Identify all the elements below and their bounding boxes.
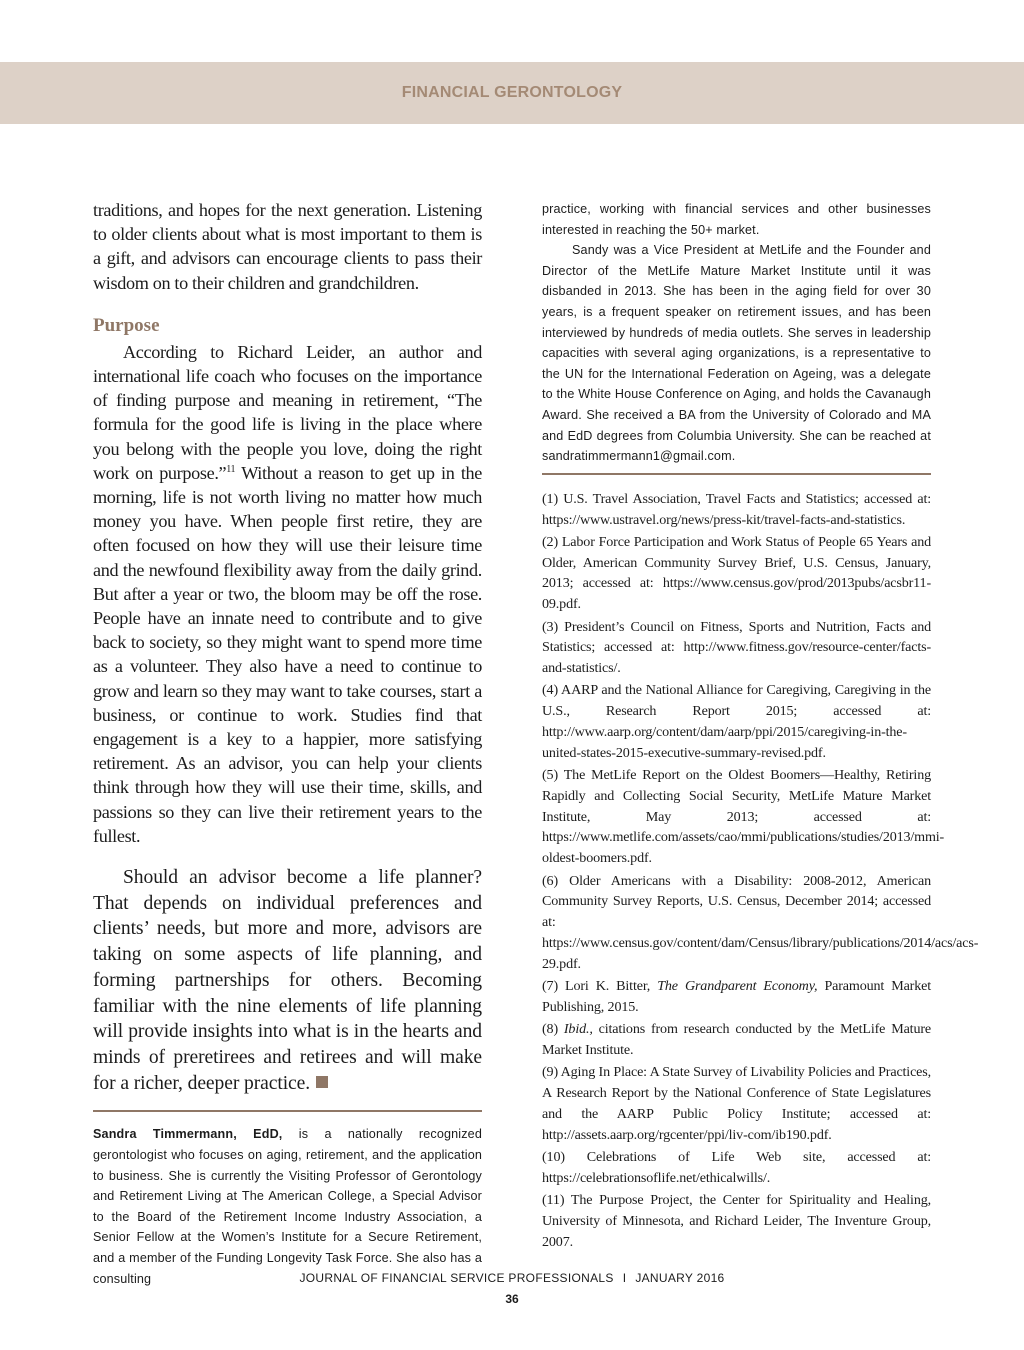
closing-text: Should an advisor become a life planner? That depends on individual preferences and clients’ needs, but more and more, advisors are taking on some aspects of life planning, and forming partnerships for others. Becoming familiar with the nine elements of life planning will provide insights into what is in the hearts and minds of preretirees and retirees and will make for a richer, deeper practice. xyxy=(93,867,482,1094)
closing-paragraph xyxy=(93,865,482,1096)
author-bio xyxy=(93,1124,482,1289)
journal-name: JOURNAL OF FINANCIAL SERVICE PROFESSIONALS xyxy=(299,1271,614,1285)
left-column xyxy=(93,198,482,1289)
endnote-4: (4) AARP and the National Alliance for Caregiving, Caregiving in the U.S., Research Report 2015; accessed at: http://www.aarp.org/content/dam/aarp/ppi/2015/caregiving-in-the-united-states-2015-executive-summary-revised.pdf. xyxy=(542,682,931,761)
endnote-7-book-title: The Grandparent Economy, xyxy=(657,978,818,995)
endnotes-list xyxy=(542,489,979,1253)
endnote-2: (2) Labor Force Participation and Work Status of People 65 Years and Older, American Community Survey Brief, U.S. Census, January, 2013; accessed at: https://www.census.gov/prod/2013pubs/acsbr11-09.pdf. xyxy=(542,533,931,613)
author-bio-paragraph-2: Sandy was a Vice President at MetLife and the Founder and Director of the MetLife Mature Market Institute until it was disbanded in 2013. She has been in the aging field for over 30 years, is a frequent speaker on retirement issues, and has been interviewed by hundreds of media outlets. She serves in leadership capacities with several aging organizations, is a representative to the UN for the International Federation on Ageing, was a delegate to the White House Conference on Aging, and holds the Cavanaugh Award. She received a BA from the University of Colorado and MA and EdD degrees from Columbia University. She can be reached at sandratimmermann1@gmail.com. xyxy=(542,243,931,464)
endnote-11: (11) The Purpose Project, the Center for Spirituality and Healing, University of Minnesota, and Richard Leider, The Inventure Group, 2007. xyxy=(542,1192,931,1250)
endnotes-divider xyxy=(542,473,931,475)
endnote-6: (6) Older Americans with a Disability: 2008-2012, American Community Survey Reports, U.S. Census, December 2014; accessed at: https://www.census.gov/content/dam/Census/library/publications/2014/acs/acs-29.pdf. xyxy=(542,872,979,972)
purpose-text-after: Without a reason to get up in the morning, life is not worth living no matter how much money you have. When people first retire, they are often focused on how they will use their leisure time and the newfound flexibility away from the daily grind. But after a year or two, the bloom may be off the rose. People have an innate need to contribute and to give back to society, so they might want to spend more time as a volunteer. They also have a need to continue to grow and learn so they may want to take courses, start a business, or continue to work. Studies find that engagement is a key to a happier, more satisfying retirement. As an advisor, you can help your clients think through how they will use their time, skills, and passions so they can live their retirement years to the fullest. xyxy=(93,462,482,846)
author-name: Sandra Timmermann, EdD, xyxy=(93,1127,283,1142)
bio-divider xyxy=(93,1110,482,1112)
endnote-7 xyxy=(542,976,931,1018)
end-of-article-mark xyxy=(316,1076,328,1088)
endnote-9: (9) Aging In Place: A State Survey of Livability Policies and Practices, A Research Report by the National Conference of State Legislatures and the AARP Public Policy Institute; accessed at: http://assets.aarp.org/rgcenter/ppi/liv-com/ib190.pdf. xyxy=(542,1064,931,1143)
running-header xyxy=(0,62,1024,124)
endnote-7-prefix: (7) Lori K. Bitter, xyxy=(542,978,658,995)
author-bio-text: is a nationally recognized gerontologist who focuses on aging, retirement, and the application to business. She is currently the Visiting Professor of Gerontology and Retirement Living at The American College, a Special Advisor to the Board of the Retirement Income Industry Association, a Senior Fellow at the Women’s Institute for a Secure Retirement, and a member of the Funding Longevity Task Force. She also has a consulting xyxy=(93,1127,482,1286)
intro-paragraph: traditions, and hopes for the next generation. Listening to older clients about what is most important to them is a gift, and advisors can encourage clients to pass their wisdom on to their children and grandchildren. xyxy=(93,200,482,293)
author-bio-continued: practice, working with financial services and other businesses interested in reaching the 50+ market. xyxy=(542,202,931,237)
page-number: 36 xyxy=(505,1292,519,1306)
purpose-paragraph xyxy=(93,340,482,848)
endnote-7-suffix: Paramount Market Publishing, 2015. xyxy=(542,978,931,1015)
footer-separator: I xyxy=(622,1271,627,1285)
issue-date: JANUARY 2016 xyxy=(635,1271,725,1285)
purpose-text-before: According to Richard Leider, an author and international life coach who focuses on the importance of finding purpose and meaning in retirement, “The formula for the good life is living in the place where you belong with the people you love, doing the right work on purpose.” xyxy=(93,341,482,483)
endnote-3: (3) President’s Council on Fitness, Sports and Nutrition, Facts and Statistics; accessed at: http://www.fitness.gov/resource-center/facts-and-statistics/. xyxy=(542,618,931,677)
endnote-10: (10) Celebrations of Life Web site, accessed at: https://celebrationsoflife.net/ethicalwills/. xyxy=(542,1148,931,1186)
endnote-5: (5) The MetLife Report on the Oldest Boomers—Healthy, Retiring Rapidly and Collecting Social Security, MetLife Mature Market Institute, May 2013; accessed at: https://www.metlife.com/assets/cao/mmi/publications/studies/2013/mmi-oldest-boomers.pdf. xyxy=(542,767,945,867)
right-column xyxy=(542,199,979,1254)
endnote-8-suffix: citations from research conducted by the MetLife Mature Market Institute. xyxy=(542,1021,931,1058)
endnote-1: (1) U.S. Travel Association, Travel Facts and Statistics; accessed at: https://www.ustravel.org/news/press-kit/travel-facts-and-statistics. xyxy=(542,490,931,528)
footnote-ref-11[interactable]: 11 xyxy=(226,463,236,475)
purpose-heading: Purpose xyxy=(93,314,160,336)
endnote-8 xyxy=(542,1019,931,1061)
footer-journal-line xyxy=(0,1271,1024,1285)
endnote-8-prefix: (8) xyxy=(542,1021,564,1038)
section-title: FINANCIAL GERONTOLOGY xyxy=(401,84,623,101)
endnote-8-ibid: Ibid., xyxy=(563,1021,593,1038)
